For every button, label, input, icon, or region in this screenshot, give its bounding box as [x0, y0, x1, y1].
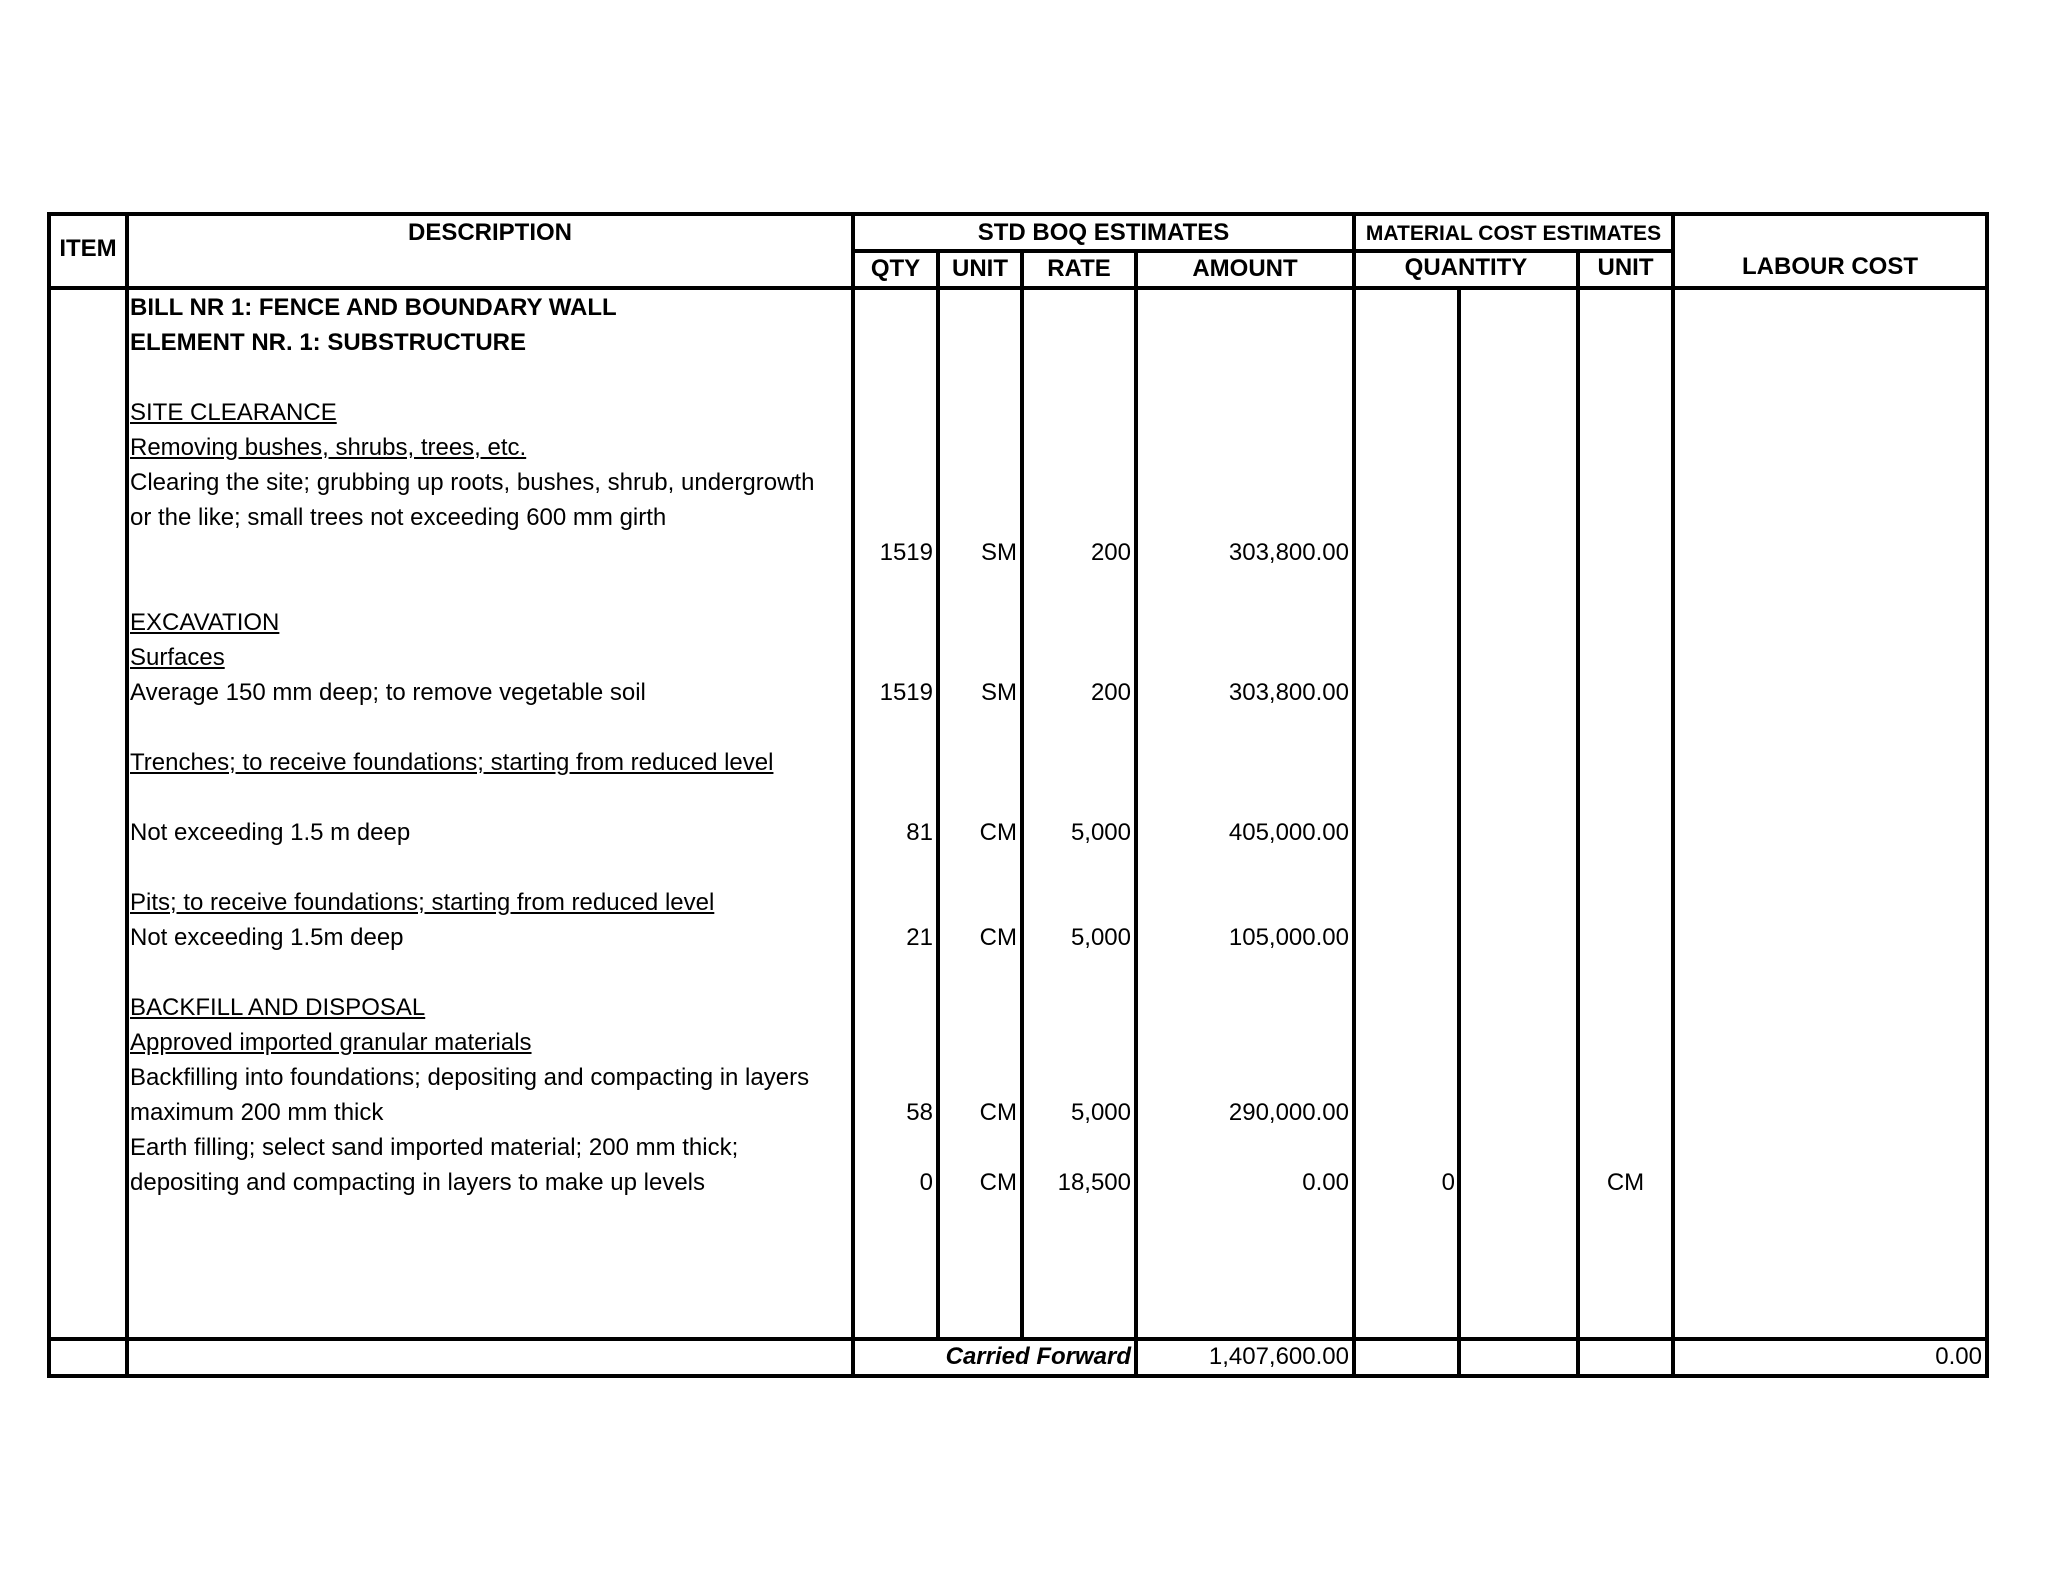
description-text: Not exceeding 1.5 m deep	[130, 819, 411, 846]
carried-forward-labour: 0.00	[1935, 1343, 1982, 1370]
qty-cell: 1519	[879, 679, 933, 706]
description-text: Backfilling into foundations; depositing and compacting in layers	[130, 1064, 810, 1091]
header-quantity: QUANTITY	[1404, 254, 1528, 281]
unit-cell: CM	[979, 924, 1017, 951]
header-material-cost-estimates: MATERIAL COST ESTIMATES	[1365, 222, 1662, 245]
unit-cell: CM	[979, 1169, 1017, 1196]
header-qty: QTY	[870, 255, 921, 282]
description-text: or the like; small trees not exceeding 600 mm girth	[130, 504, 667, 531]
element-title: ELEMENT NR. 1: SUBSTRUCTURE	[130, 329, 527, 356]
amount-cell: 0.00	[1302, 1169, 1349, 1196]
subsection-heading: Approved imported granular materials	[130, 1029, 532, 1056]
amount-cell: 303,800.00	[1228, 679, 1349, 706]
qty-cell: 0	[919, 1169, 933, 1196]
qty-cell: 21	[906, 924, 933, 951]
header-unit: UNIT	[952, 255, 1008, 282]
unit-cell: SM	[981, 679, 1017, 706]
bill-title: BILL NR 1: FENCE AND BOUNDARY WALL	[130, 294, 617, 321]
header-amount: AMOUNT	[1192, 255, 1298, 282]
divider-description-qty	[851, 212, 855, 1378]
section-heading: BACKFILL AND DISPOSAL	[130, 994, 426, 1021]
rate-cell: 200	[1090, 539, 1131, 566]
unit-cell: CM	[979, 1099, 1017, 1126]
border-right	[1985, 212, 1989, 1378]
description-text: Average 150 mm deep; to remove vegetable soil	[130, 679, 646, 706]
carried-forward-label: Carried Forward	[945, 1343, 1131, 1370]
unit-cell: SM	[981, 539, 1017, 566]
divider-amount-material	[1352, 212, 1356, 1378]
divider-material-quantity-inner	[1457, 288, 1461, 1378]
subsection-heading: Pits; to receive foundations; starting from reduced level	[130, 889, 715, 916]
description-text: Clearing the site; grubbing up roots, bushes, shrub, undergrowth	[130, 469, 815, 496]
rate-cell: 5,000	[1070, 924, 1131, 951]
rate-cell: 18,500	[1057, 1169, 1131, 1196]
description-text: Earth filling; select sand imported material; 200 mm thick;	[130, 1134, 739, 1161]
table-top-border	[47, 212, 1989, 216]
qty-cell: 81	[906, 819, 933, 846]
subsection-heading: Trenches; to receive foundations; starting from reduced level	[130, 749, 774, 776]
header-std-boq-estimates: STD BOQ ESTIMATES	[977, 219, 1230, 246]
header-rate: RATE	[1047, 255, 1111, 282]
description-text: depositing and compacting in layers to make up levels	[130, 1169, 705, 1196]
divider-rate-amount	[1134, 251, 1138, 1378]
material-unit-cell: CM	[1606, 1169, 1645, 1196]
amount-cell: 405,000.00	[1228, 819, 1349, 846]
table-bottom-border	[47, 1374, 1989, 1378]
qty-cell: 58	[906, 1099, 933, 1126]
description-text: Not exceeding 1.5m deep	[130, 924, 404, 951]
unit-cell: CM	[979, 819, 1017, 846]
header-bottom-border	[47, 286, 1989, 290]
border-left	[47, 212, 51, 1378]
boq-sheet	[47, 212, 1989, 1378]
header-item: ITEM	[59, 235, 117, 262]
section-heading: SITE CLEARANCE	[130, 399, 337, 426]
amount-cell: 303,800.00	[1228, 539, 1349, 566]
amount-cell: 290,000.00	[1228, 1099, 1349, 1126]
divider-material-labour	[1671, 212, 1675, 1378]
subsection-heading: Removing bushes, shrubs, trees, etc.	[130, 434, 527, 461]
subsection-heading: Surfaces	[130, 644, 225, 671]
section-heading: EXCAVATION	[130, 609, 280, 636]
rate-cell: 200	[1090, 679, 1131, 706]
divider-item-description	[125, 212, 129, 1378]
header-material-unit: UNIT	[1597, 254, 1654, 281]
header-description: DESCRIPTION	[407, 219, 572, 246]
rate-cell: 5,000	[1070, 819, 1131, 846]
header-labour-cost: LABOUR COST	[1742, 253, 1918, 280]
rate-cell: 5,000	[1070, 1099, 1131, 1126]
amount-cell: 105,000.00	[1228, 924, 1349, 951]
carried-forward-amount: 1,407,600.00	[1208, 1343, 1349, 1370]
qty-cell: 1519	[879, 539, 933, 566]
material-quantity-cell: 0	[1441, 1169, 1455, 1196]
divider-quantity-unit	[1576, 251, 1580, 1378]
description-text: maximum 200 mm thick	[130, 1099, 384, 1126]
